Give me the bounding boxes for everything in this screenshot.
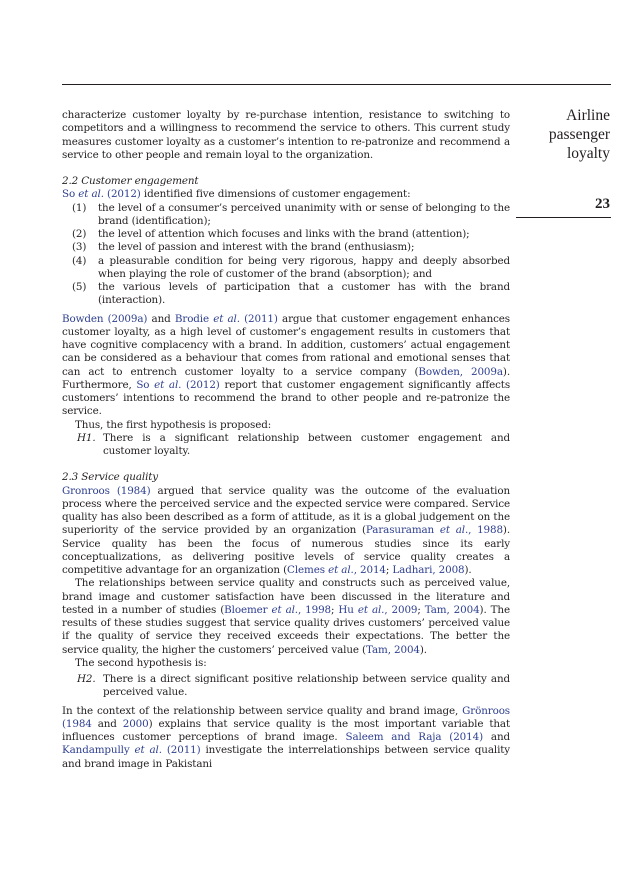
citation-link[interactable]: , 2009 xyxy=(384,603,418,616)
list-item xyxy=(62,281,510,308)
citation-link[interactable]: Clemes xyxy=(287,564,329,576)
citation-link[interactable]: (2012) xyxy=(107,188,141,201)
citation-link[interactable]: Tam, 2004 xyxy=(424,603,480,616)
text-run: ; xyxy=(385,564,393,576)
text-run: investigate the interrelationships between service quality and brand image in Pakistani xyxy=(62,744,511,770)
text-run: argue that customer engagement enhances customer loyalty, as a high level of customer’s engagement results in customers that have cognitive complacency with a brand. In addition, customers’ actual engagement can be considered as a behaviour that comes from rational and emotional senses that can act to entrench customer loyalty to a service company ( xyxy=(62,312,510,378)
citation-link[interactable]: Hu xyxy=(338,603,358,616)
citation-link[interactable]: et al. xyxy=(271,603,298,616)
hypothesis-h1 xyxy=(77,432,510,459)
citation-link[interactable]: (2012) xyxy=(181,378,220,391)
citation-link[interactable]: , 2014 xyxy=(353,564,386,576)
hypothesis-label: H1. xyxy=(77,431,96,444)
citation-link[interactable]: Bloemer xyxy=(224,603,272,616)
list-text: the level of a consumer’s perceived unanimity with or sense of belonging to the brand (identification); xyxy=(98,201,510,227)
text-run: report that customer engagement significantly affects customers’ intentions to recommend the brand to other people and re-patronize the service. xyxy=(62,378,511,418)
running-title-line-1: Airline xyxy=(566,107,610,124)
citation-link[interactable]: Bowden (2009a) xyxy=(62,312,148,325)
citation-link[interactable]: So xyxy=(62,188,76,201)
hypothesis-label: H2. xyxy=(77,673,96,685)
section-heading-service-quality: 2.3 Service quality xyxy=(62,471,159,484)
text-run: In the context of the relationship between service quality and brand image, xyxy=(62,704,463,717)
list-number: (2) xyxy=(72,228,87,240)
section-heading-customer-engagement: 2.2 Customer engagement xyxy=(62,175,199,187)
text-run: ; xyxy=(417,603,425,616)
citation-link[interactable]: et al. xyxy=(213,312,240,325)
engagement-paragraph xyxy=(62,313,510,419)
text-run: and xyxy=(482,731,510,743)
citation-link[interactable]: et al. xyxy=(154,378,182,391)
citation-link[interactable]: Grönroos (1984 xyxy=(62,704,510,730)
text-run: argued that service quality was the outcome of the evaluation process where the perceived service and the expected service were compared. Service quality has also been described as a form of attitude, as it is a global judgement on the superiority of the service provided by an organization ( xyxy=(62,484,510,537)
list-text: a pleasurable condition for being very rigorous, happy and deeply absorbed when playing the role of customer of the brand (absorption); and xyxy=(98,254,510,280)
text-run: ; xyxy=(331,603,339,616)
service-quality-paragraph-3 xyxy=(62,705,510,771)
citation-link[interactable]: Saleem and Raja (2014) xyxy=(345,731,483,743)
list-text: the level of attention which focuses and links with the brand (attention); xyxy=(98,228,470,240)
list-text: the level of passion and interest with the brand (enthusiasm); xyxy=(98,241,415,254)
citation-link[interactable]: 2000 xyxy=(122,717,149,730)
text-run: ). xyxy=(464,564,472,576)
list-number: (1) xyxy=(72,201,87,214)
text-run: identified five dimensions of customer engagement: xyxy=(140,188,411,201)
citation-link[interactable]: Parasuraman xyxy=(365,524,440,537)
list-item xyxy=(62,255,510,282)
text-run: ). Furthermore, xyxy=(62,365,510,391)
citation-link[interactable]: Gronroos (1984) xyxy=(62,484,151,497)
body-text xyxy=(62,109,510,771)
citation-link[interactable]: (2011) xyxy=(239,312,278,325)
citation-link[interactable]: , 1998 xyxy=(297,603,332,616)
hypothesis-text: There is a direct significant positive relationship between service quality and perceived value. xyxy=(103,673,510,699)
hypothesis-h2 xyxy=(77,673,510,700)
hypothesis-lead: The second hypothesis is: xyxy=(75,656,207,669)
list-text: the various levels of participation that a customer has with the brand (interaction). xyxy=(98,281,510,307)
list-number: (5) xyxy=(72,281,87,293)
citation-link[interactable]: Brodie xyxy=(174,312,214,325)
text-run: The relationships between service quality and constructs such as perceived value, brand image and customer satisfaction have been discussed in the literature and tested in a number of studies ( xyxy=(62,577,510,616)
page-number: 23 xyxy=(595,196,610,212)
citation-link[interactable]: et al. xyxy=(134,744,162,757)
citation-link[interactable]: Tam, 2004 xyxy=(365,643,420,656)
list-number: (3) xyxy=(72,241,87,254)
text-run: ). Service quality has been the focus of numerous studies since its early conceptualizations, as delivering positive levels of service quality creates a competitive advantage for an organization ( xyxy=(62,524,511,576)
citation-link[interactable]: (2011) xyxy=(161,744,201,757)
text-run: ). xyxy=(419,643,427,656)
citation-link[interactable]: et al. xyxy=(78,188,104,201)
citation-link[interactable]: et al. xyxy=(439,524,469,537)
citation-link[interactable]: Ladhari, 2008 xyxy=(392,564,465,576)
text-run: ). The results of these studies suggest that service quality drives customers’ perceived value if the quality of service they received exceeds their expectations. The better the service quality, the higher the customers’ perceived value ( xyxy=(62,603,510,656)
citation-link[interactable]: et al. xyxy=(357,603,385,616)
citation-link[interactable]: So xyxy=(136,378,155,391)
engagement-dimension-list xyxy=(62,202,510,308)
service-quality-paragraph-2 xyxy=(62,577,510,657)
intro-paragraph: characterize customer loyalty by re-purchase intention, resistance to switching to competitors and a willingness to recommend the service to others. This current study measures customer loyalty as a customer’s intention to re-patronize and recommend a service to other people and remain loyal to the organization. xyxy=(62,109,510,161)
hypothesis-text: There is a significant relationship between customer engagement and customer loyalty. xyxy=(103,431,510,457)
text-run: and xyxy=(91,717,123,730)
citation-link[interactable]: Kandampully xyxy=(62,744,135,757)
list-item xyxy=(62,241,510,254)
text-run: ) explains that service quality is the most important variable that influences customer perceptions of brand image. xyxy=(62,717,510,743)
side-rule xyxy=(516,217,611,218)
text-run: and xyxy=(147,312,175,325)
top-rule xyxy=(62,84,611,85)
citation-link[interactable]: Bowden, 2009a xyxy=(418,365,503,378)
list-number: (4) xyxy=(72,254,87,267)
running-title-line-3: loyalty xyxy=(566,145,610,162)
list-item xyxy=(62,228,510,241)
running-title-line-2: passenger xyxy=(548,126,610,143)
citation-link[interactable]: et al. xyxy=(328,564,354,576)
service-quality-paragraph-1 xyxy=(62,485,510,578)
section-intro xyxy=(62,188,510,201)
list-item xyxy=(62,202,510,229)
citation-link[interactable]: , 1988 xyxy=(468,524,503,537)
hypothesis-lead: Thus, the first hypothesis is proposed: xyxy=(75,418,272,431)
